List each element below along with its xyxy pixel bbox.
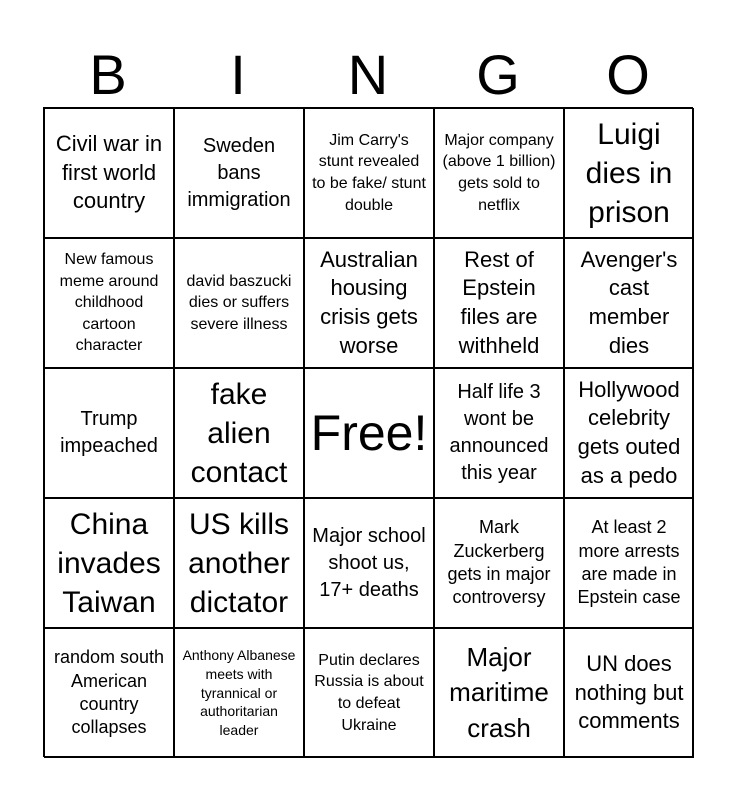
bingo-cell[interactable] [44, 498, 174, 628]
header-letter-b: B [89, 43, 127, 106]
cell-text: At least 2 more arrests are made in Epstein case [577, 517, 681, 608]
cell-text: Sweden bans immigration [187, 134, 291, 211]
cell-text: Trump impeached [60, 408, 158, 457]
cell-text: China invades Taiwan [57, 507, 161, 619]
header-letter-g: G [476, 43, 520, 106]
cell-text: Rest of Epstein files are withheld [458, 246, 540, 358]
bingo-grid [43, 107, 693, 757]
cell-text: Major company (above 1 billion) gets sold to netflix [442, 131, 556, 214]
header-letter-n: N [347, 43, 389, 106]
bingo-cell[interactable] [564, 368, 694, 498]
header-letter-i: I [230, 43, 246, 106]
bingo-cell[interactable] [174, 498, 304, 628]
cell-text: Civil war in first world country [55, 131, 163, 214]
cell-text: Major maritime crash [449, 642, 549, 743]
cell-text: david baszucki dies or suffers severe illness [186, 272, 292, 333]
bingo-cell[interactable] [304, 498, 434, 628]
bingo-cell[interactable] [44, 628, 174, 758]
free-space-text: Free! [310, 404, 428, 461]
bingo-cell[interactable] [174, 368, 304, 498]
bingo-cell[interactable] [434, 238, 564, 368]
cell-text: Hollywood celebrity gets outed as a pedo [577, 376, 681, 488]
bingo-cell[interactable] [434, 628, 564, 758]
bingo-cell[interactable] [564, 628, 694, 758]
bingo-cell[interactable] [44, 368, 174, 498]
bingo-cell[interactable] [174, 108, 304, 238]
cell-text: US kills another dictator [188, 507, 290, 619]
cell-text: random south American country collapses [53, 647, 165, 738]
bingo-cell[interactable] [304, 238, 434, 368]
cell-text: Mark Zuckerberg gets in major controversy [447, 517, 551, 608]
bingo-cell[interactable] [564, 498, 694, 628]
bingo-cell[interactable] [564, 238, 694, 368]
bingo-cell[interactable] [304, 108, 434, 238]
free-space[interactable] [304, 368, 434, 498]
header-letter-o: O [606, 43, 650, 106]
bingo-cell[interactable] [44, 108, 174, 238]
cell-text: Major school shoot us, 17+ deaths [312, 524, 426, 601]
cell-text: Half life 3 wont be announced this year [449, 381, 549, 484]
cell-text: Avenger's cast member dies [580, 246, 678, 358]
cell-text: Australian housing crisis gets worse [320, 246, 418, 358]
bingo-cell[interactable] [434, 108, 564, 238]
bingo-cell[interactable] [44, 238, 174, 368]
bingo-cell[interactable] [564, 108, 694, 238]
cell-text: fake alien contact [190, 377, 288, 489]
bingo-cell[interactable] [434, 368, 564, 498]
cell-text: Luigi dies in prison [585, 117, 673, 229]
cell-text: Putin declares Russia is about to defeat Ukraine [314, 651, 424, 734]
bingo-cell[interactable] [304, 628, 434, 758]
bingo-cell[interactable] [434, 498, 564, 628]
bingo-cell[interactable] [174, 238, 304, 368]
bingo-cell[interactable] [174, 628, 304, 758]
bingo-header [43, 40, 693, 110]
cell-text: UN does nothing but comments [574, 651, 684, 734]
cell-text: Jim Carry's stunt revealed to be fake/ stunt double [312, 131, 426, 214]
cell-text: New famous meme around childhood cartoon character [59, 251, 159, 355]
cell-text: Anthony Albanese meets with tyrannical or authoritarian leader [182, 646, 296, 739]
